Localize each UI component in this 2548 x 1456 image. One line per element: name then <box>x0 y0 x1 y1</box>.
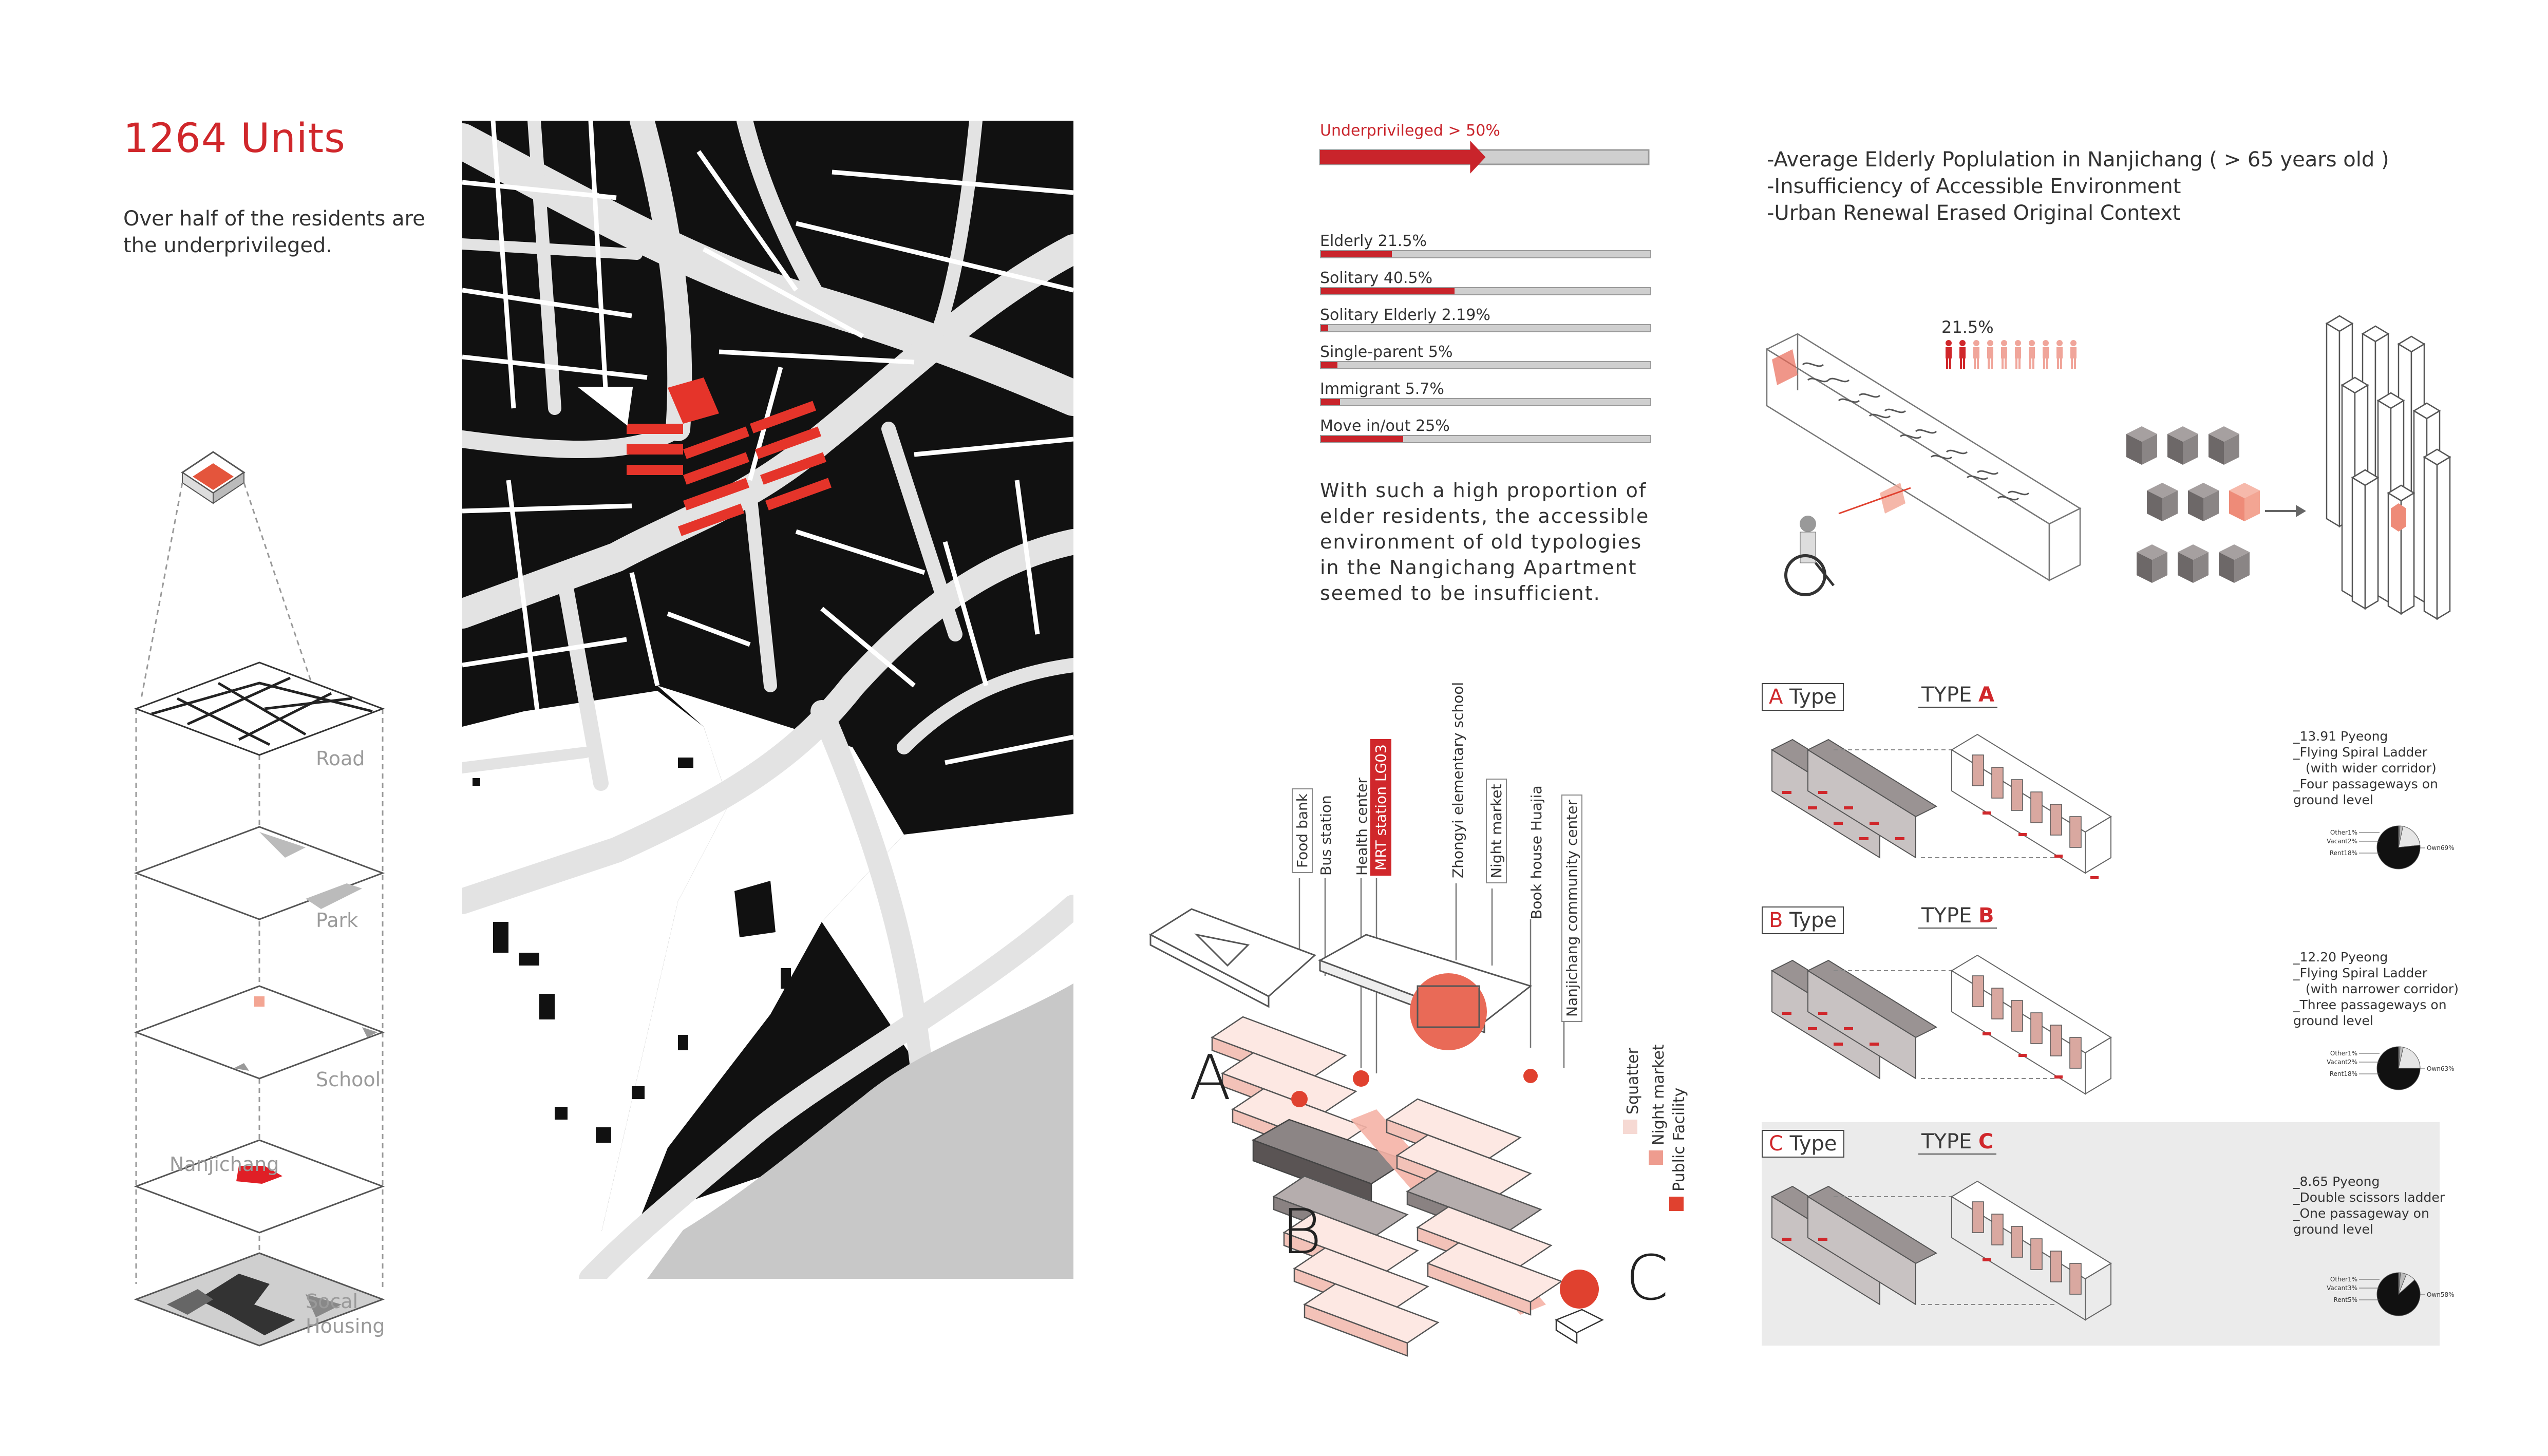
type-a-pie <box>2280 806 2455 888</box>
issue-item: -Insufficiency of Accessible Environment <box>1767 175 2181 198</box>
passageway-mark <box>1782 1012 1791 1015</box>
type-b-heading: TYPE B <box>1918 904 1997 929</box>
stair-module <box>1972 976 1984 1007</box>
stat-bar-label: Solitary 40.5% <box>1320 269 1433 287</box>
tower-side <box>2365 478 2378 609</box>
stair-module <box>2050 1251 2062 1282</box>
arrow-icon <box>2265 501 2306 521</box>
stair-module <box>2050 804 2062 835</box>
passageway-mark <box>1983 1032 1991 1035</box>
type-a-drawings <box>1767 719 2286 888</box>
stair-module <box>1992 767 2003 798</box>
facility-book-house: Book house Huajia <box>1528 785 1545 919</box>
layer-stack-diagram <box>123 421 411 1356</box>
stair-module <box>2070 1263 2081 1294</box>
type-b-tag: B Type <box>1762 906 1844 934</box>
facility-night-market: Night market <box>1486 779 1507 884</box>
issue-item: -Average Elderly Poplulation in Nanjichang ( > 65 years old ) <box>1767 148 2389 172</box>
zone-label-b: B <box>1281 1197 1322 1268</box>
stat-bar-fill <box>1321 288 1455 294</box>
type-c-pie <box>2280 1253 2455 1335</box>
stat-bar <box>1320 269 1651 295</box>
layer-label-social-housing: Socal Housing <box>306 1290 385 1337</box>
layer-park <box>136 827 383 919</box>
passageway-mark <box>2018 833 2027 836</box>
stat-bar-fill <box>1321 251 1392 257</box>
stair-module <box>2070 817 2081 847</box>
page-subtitle: Over half of the residents are the underprivileged. <box>123 207 425 257</box>
legend-label-night-market: Night market <box>1650 1044 1668 1145</box>
stat-bar-label: Move in/out 25% <box>1320 417 1450 435</box>
type-a-heading: TYPE A <box>1918 683 1997 708</box>
figure-ground-map <box>462 121 1073 1279</box>
passageway-mark <box>1818 1238 1827 1241</box>
pie-label: Rent18% <box>2329 849 2357 857</box>
type-c-drawings <box>1767 1166 2286 1340</box>
passageway-mark <box>2018 1054 2027 1057</box>
slab-axonometric <box>1762 329 2090 616</box>
stat-bar <box>1320 417 1651 443</box>
stat-bar-label: Immigrant 5.7% <box>1320 380 1444 398</box>
type-c-spec: _8.65 Pyeong _Double scissors ladder _One passageway on ground level <box>2293 1174 2445 1237</box>
pie-label: Vacant2% <box>2327 1058 2357 1066</box>
pie-label: Own58% <box>2427 1291 2455 1298</box>
issue-list <box>1767 146 2389 226</box>
layer-road <box>136 663 383 755</box>
passageway-mark <box>1808 1027 1817 1030</box>
stair-module <box>2011 1000 2023 1031</box>
passageway-mark <box>1808 806 1817 809</box>
passageway-mark <box>1983 1258 1991 1261</box>
passageway-mark <box>1782 1238 1791 1241</box>
passageway-mark <box>1782 791 1791 794</box>
stat-bar-label: Solitary Elderly 2.19% <box>1320 306 1490 324</box>
pie-label: Other1% <box>2330 1050 2357 1057</box>
headline-bar-label: Underprivileged > 50% <box>1320 122 1500 140</box>
stair-module <box>2050 1025 2062 1056</box>
type-a-spec: _13.91 Pyeong _Flying Spiral Ladder (with wider corridor) _Four passageways on ground level <box>2293 729 2438 807</box>
type-c-heading: TYPE C <box>1918 1130 1996 1155</box>
passageway-mark <box>1983 811 1991 815</box>
stair-module <box>2011 1226 2023 1257</box>
type-b-pie <box>2280 1027 2455 1109</box>
stair-module <box>2011 780 2023 810</box>
pie-label: Vacant3% <box>2327 1284 2357 1292</box>
layer-label-park: Park <box>316 909 358 932</box>
zone-label-c: C <box>1626 1243 1669 1314</box>
stat-bar-fill <box>1321 436 1403 442</box>
facility-community-center: Nanjichang community center <box>1561 795 1582 1022</box>
hex-block-diagram <box>2111 416 2265 601</box>
pie-label: Rent5% <box>2333 1296 2357 1303</box>
legend-swatch-night-market <box>1649 1150 1663 1165</box>
passageway-mark <box>2054 1075 2063 1079</box>
stair-module <box>1992 988 2003 1019</box>
passageway-mark <box>1870 1043 1879 1046</box>
legend-label-public-facility: Public Facility <box>1670 1087 1688 1192</box>
legend-swatch-squatter <box>1623 1120 1637 1134</box>
pie-label: Vacant2% <box>2327 838 2357 845</box>
page-title: 1264 Units <box>123 116 346 162</box>
tower-side <box>2352 478 2365 609</box>
stat-bar-label: Single-parent 5% <box>1320 343 1453 361</box>
layer-label-road: Road <box>316 747 365 770</box>
stair-module <box>2031 1013 2042 1044</box>
layer-label-school: School <box>316 1068 381 1091</box>
passageway-mark <box>1895 837 1904 840</box>
legend-swatch-public-facility <box>1669 1197 1684 1211</box>
pie-label: Own69% <box>2427 844 2455 852</box>
passageway-mark <box>1870 822 1879 825</box>
facility-food-bank: Food bank <box>1292 788 1313 873</box>
passageway-mark <box>1818 791 1827 794</box>
facility-health-center: Health center <box>1353 778 1370 876</box>
facility-bus-station: Bus station <box>1317 795 1334 876</box>
type-a-tag: A Type <box>1762 683 1844 711</box>
pie-label: Own63% <box>2427 1065 2455 1072</box>
stair-module <box>1972 1202 1984 1233</box>
passageway-mark <box>1834 1043 1843 1046</box>
stat-bar <box>1320 343 1651 369</box>
stat-bar <box>1320 232 1651 258</box>
facility-mrt-station: MRT station LG03 <box>1370 739 1391 876</box>
layer-school <box>136 986 383 1079</box>
facility-zhongyi-school: Zhongyi elementary school <box>1449 682 1466 878</box>
stair-module <box>1972 755 1984 786</box>
passageway-mark <box>1859 837 1868 840</box>
stair-module <box>2070 1037 2081 1068</box>
stat-bar-label: Elderly 21.5% <box>1320 232 1427 250</box>
headline-bar <box>1319 140 1653 176</box>
type-b-drawings <box>1767 940 2286 1109</box>
tower-side <box>2424 457 2437 619</box>
passageway-mark <box>1818 1012 1827 1015</box>
stat-bar-fill <box>1321 399 1340 405</box>
passageway-mark <box>1844 806 1853 809</box>
insufficiency-paragraph: With such a high proportion of elder residents, the accessible environment of old typologies in the Nangichang Apartment seemed to be insufficient. <box>1320 479 1650 604</box>
stat-bar-fill <box>1321 325 1328 331</box>
pie-label: Other1% <box>2330 1276 2357 1283</box>
type-b-spec: _12.20 Pyeong _Flying Spiral Ladder (with narrower corridor) _Three passageways on ground level <box>2293 950 2459 1028</box>
layer-label-nanjichang: Nanjichang <box>169 1153 279 1176</box>
passageway-mark <box>2054 855 2063 858</box>
stair-module <box>2031 792 2042 823</box>
passageway-mark <box>2090 876 2099 879</box>
zone-label-a: A <box>1189 1043 1232 1114</box>
pie-label: Other1% <box>2330 829 2357 836</box>
issue-item: -Urban Renewal Erased Original Context <box>1767 201 2181 225</box>
passageway-mark <box>1844 1027 1853 1030</box>
mini-key <box>182 452 244 503</box>
stat-bar <box>1320 380 1651 406</box>
elderly-share-label: 21.5% <box>1941 317 1994 337</box>
tower-side <box>2327 324 2339 526</box>
stat-bar-fill <box>1321 362 1337 368</box>
wheelchair-user-icon <box>1786 516 1834 595</box>
pie-label: Rent18% <box>2329 1070 2357 1077</box>
type-c-tag: C Type <box>1762 1130 1844 1158</box>
stat-bar <box>1320 306 1651 332</box>
stair-module <box>2031 1239 2042 1270</box>
tower-highlight <box>2391 503 2406 532</box>
tower-cluster-diagram <box>2321 316 2460 609</box>
legend-label-squatter: Squatter <box>1624 1048 1642 1114</box>
tower-side <box>2437 457 2450 619</box>
passageway-mark <box>1834 822 1843 825</box>
stair-module <box>1992 1214 2003 1245</box>
